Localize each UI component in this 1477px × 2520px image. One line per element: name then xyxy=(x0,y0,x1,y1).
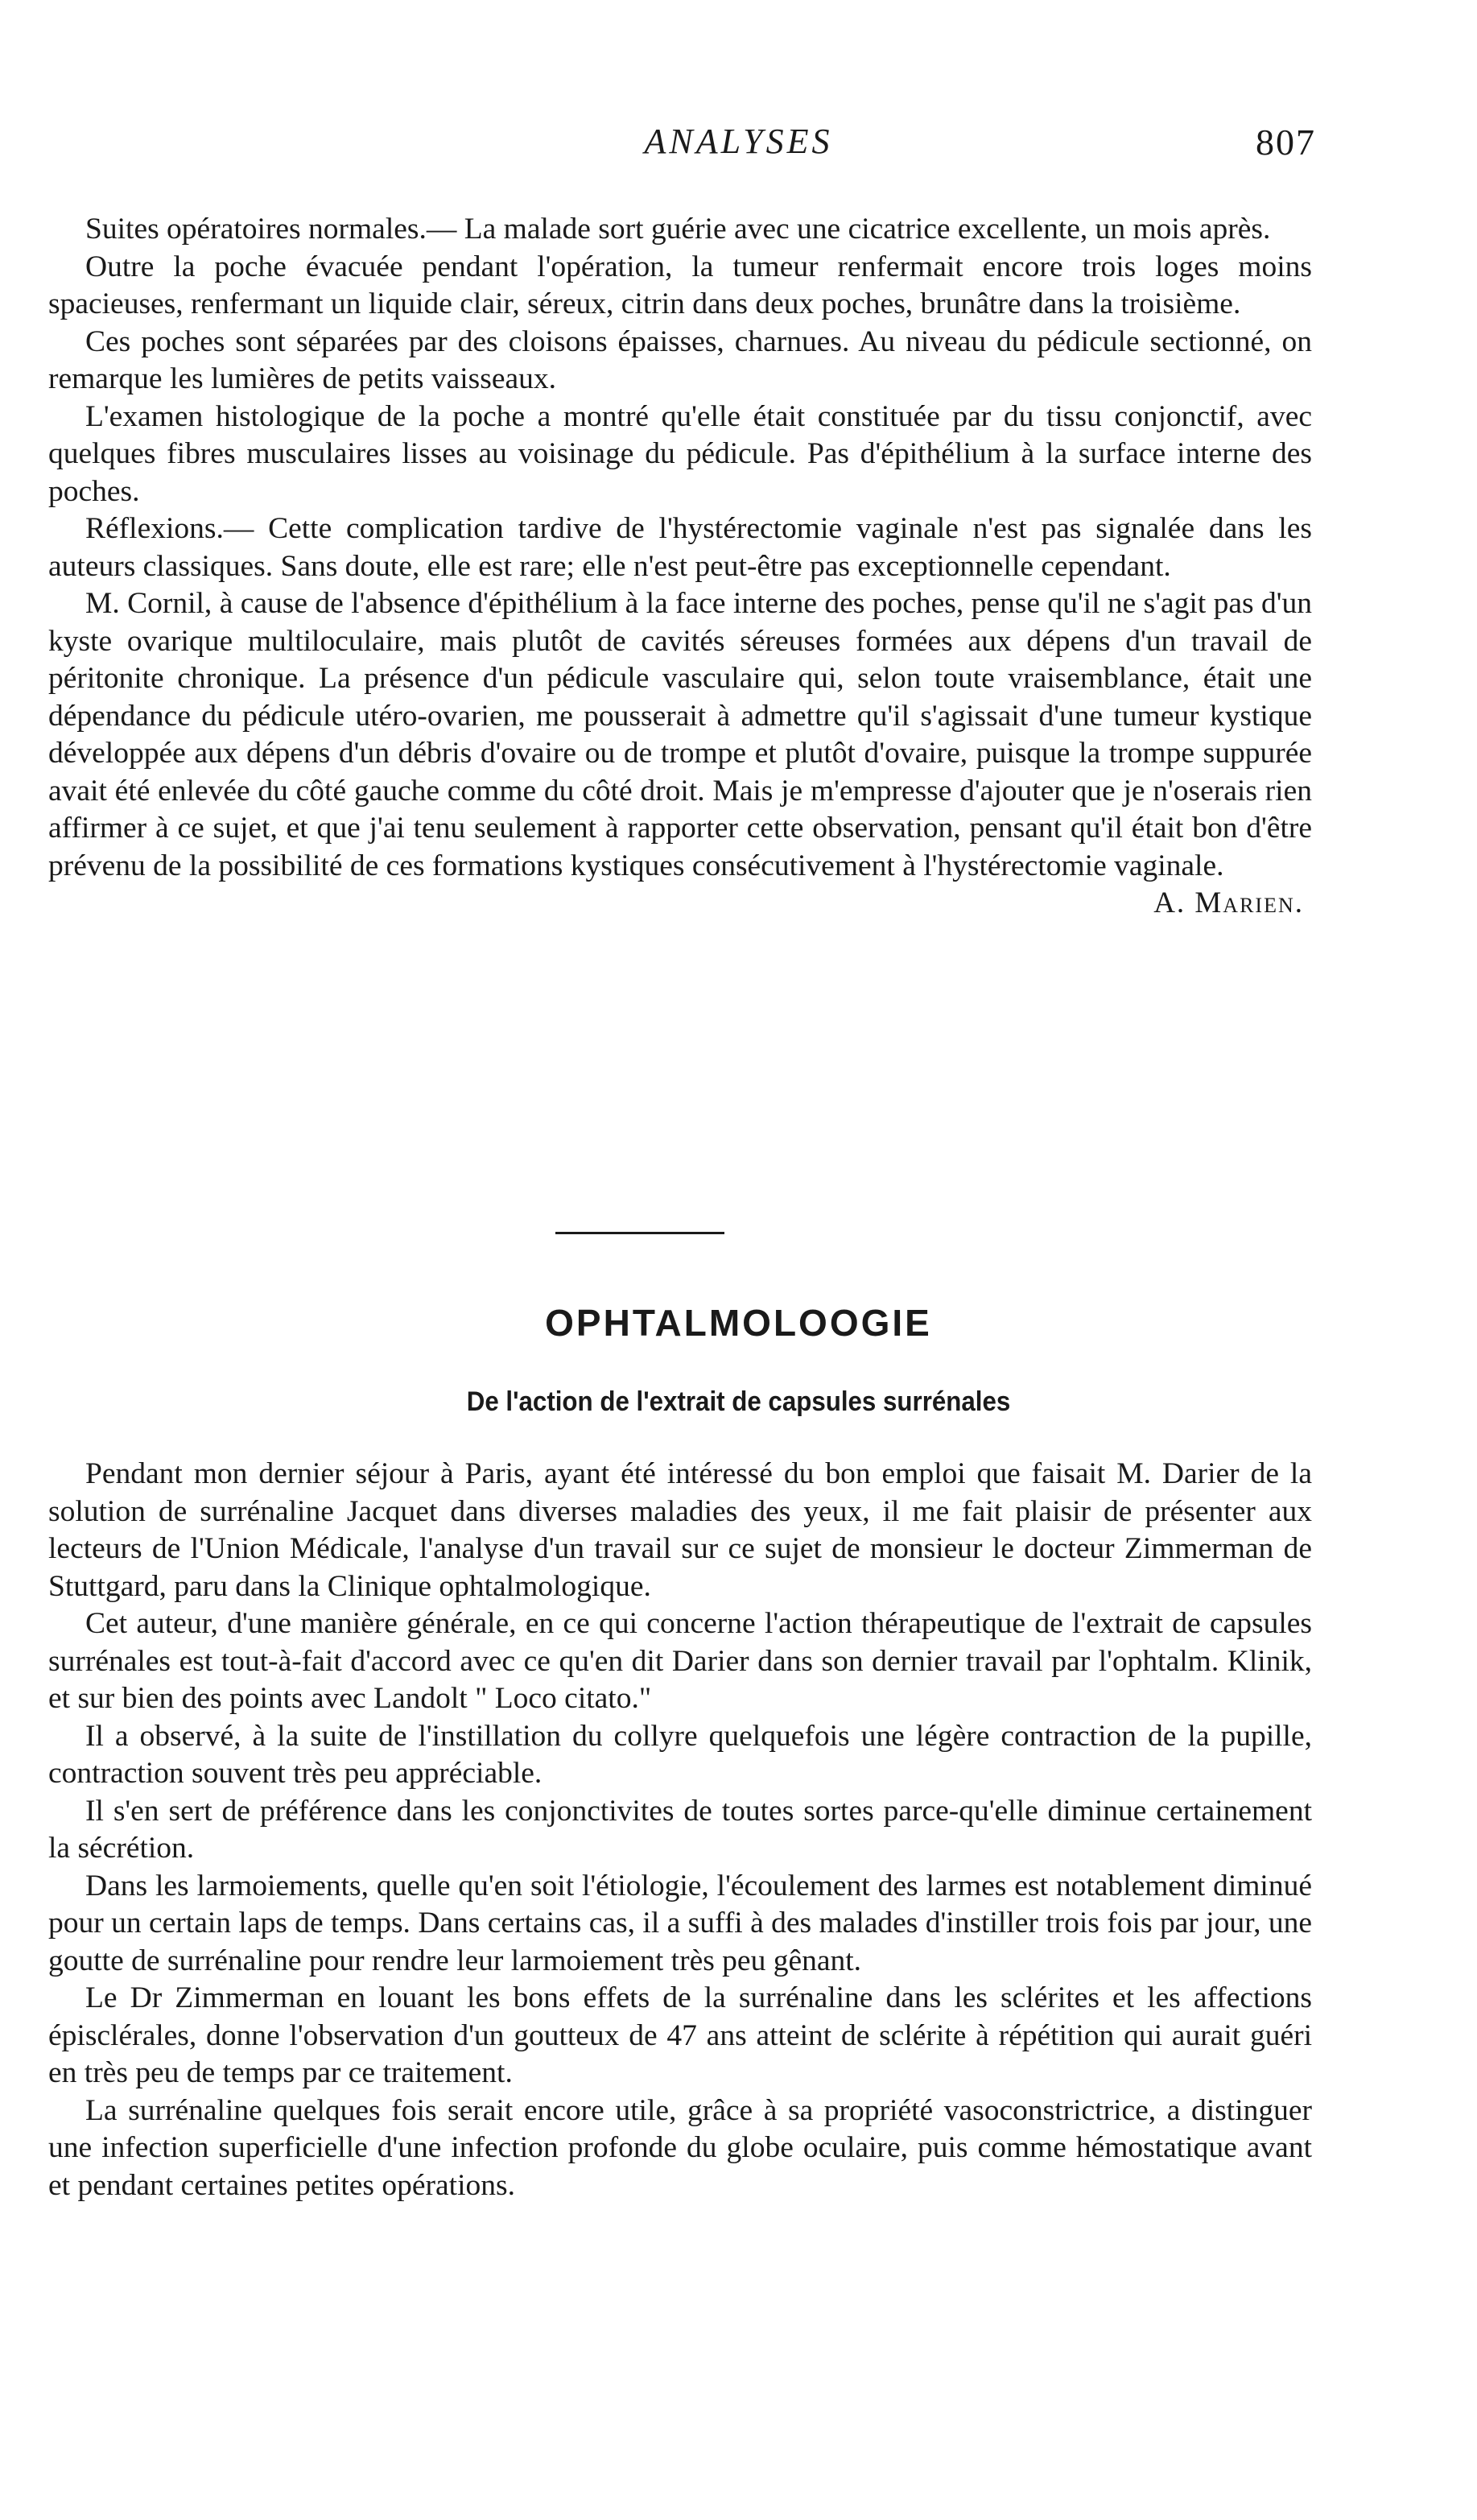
article-body-continued xyxy=(48,211,1312,923)
paragraph: Pendant mon dernier séjour à Paris, ayant été intéressé du bon emploi que faisait M. Darier de la solution de surrénaline Jacquet dans diverses maladies des yeux, il me fait plaisir de présenter aux lecteurs de l'Union Médicale, l'analyse d'un travail sur ce sujet de monsieur le docteur Zimmerman de Stuttgard, paru dans la Clinique ophtalmologique. xyxy=(48,1457,1312,1603)
paragraph: M. Cornil, à cause de l'absence d'épithélium à la face interne des poches, pense qu'il ne s'agit pas d'un kyste ovarique multiloculaire, mais plutôt de cavités séreuses formées aux dépens d'un travail de péritonite chronique. La présence d'un pédicule vasculaire qui, selon toute vraisemblance, était une dépendance du pédicule utéro-ovarien, me pousserait à admettre qu'il s'agissait d'une tumeur kystique développée aux dépens d'un débris d'ovaire ou de trompe et plutôt d'ovaire, puisque la trompe suppurée avait été enlevée du côté gauche comme du côté droit. Mais je m'empresse d'ajouter que je n'oserais rien affirmer à ce sujet, et que j'ai tenu seulement à rapporter cette observation, pensant qu'il était bon d'être prévenu de la possibilité de ces formations kystiques consécutivement à l'hystérectomie vaginale. xyxy=(48,587,1312,882)
page-number: 807 xyxy=(1256,122,1316,163)
paragraph: Dans les larmoiements, quelle qu'en soit l'étiologie, l'écoulement des larmes est notablement diminué pour un certain laps de temps. Dans certains cas, il a suffi à des malades d'instiller trois fois par jour, une goutte de surrénaline pour rendre leur larmoiement très peu gênant. xyxy=(48,1869,1312,1977)
paragraph: Cet auteur, d'une manière générale, en ce qui concerne l'action thérapeutique de l'extrait de capsules surrénales est tout-à-fait d'accord avec ce qu'en dit Darier dans son dernier travail par l'ophtalm. Klinik, et sur bien des points avec Landolt " Loco citato." xyxy=(48,1607,1312,1715)
section-heading: OPHTALMOLOOGIE xyxy=(545,1302,932,1344)
running-title: ANALYSES xyxy=(644,122,833,161)
paragraph: Suites opératoires normales.— La malade sort guérie avec une cicatrice excellente, un mois après. xyxy=(85,213,1271,246)
running-head xyxy=(0,121,1477,169)
article-body xyxy=(48,1456,1312,2204)
paragraph: Le Dr Zimmerman en louant les bons effets de la surrénaline dans les sclérites et les affections épisclérales, donne l'observation d'un goutteux de 47 ans atteint de sclérite à répétition qui aurait guéri en très peu de temps par ce traitement. xyxy=(48,1981,1312,2089)
paragraph: Outre la poche évacuée pendant l'opération, la tumeur renfermait encore trois loges moins spacieuses, renfermant un liquide clair, séreux, citrin dans deux poches, brunâtre dans la troisième. xyxy=(48,250,1312,320)
paragraph: Réflexions.— Cette complication tardive de l'hystérectomie vaginale n'est pas signalée dans les auteurs classiques. Sans doute, elle est rare; elle n'est peut-être pas exceptionnelle cependant. xyxy=(48,512,1312,583)
paragraph: Il a observé, à la suite de l'instillation du collyre quelquefois une légère contraction de la pupille, contraction souvent très peu appréciable. xyxy=(48,1719,1312,1790)
paragraph: Il s'en sert de préférence dans les conjonctivites de toutes sortes parce-qu'elle diminue certainement la sécrétion. xyxy=(48,1794,1312,1865)
article-title: De l'action de l'extrait de capsules surrénales xyxy=(466,1386,1011,1417)
paragraph: L'examen histologique de la poche a montré qu'elle était constituée par du tissu conjonctif, avec quelques fibres musculaires lisses au voisinage du pédicule. Pas d'épithélium à la surface interne des poches. xyxy=(48,399,1312,508)
paragraph: La surrénaline quelques fois serait encore utile, grâce à sa propriété vasoconstrictrice, a distinguer une infection superficielle d'une infection profonde du globe oculaire, puis comme hémostatique avant et pendant certaines petites opérations. xyxy=(48,2093,1312,2202)
section-divider xyxy=(555,1232,724,1234)
author-signature: A. Marien. xyxy=(1153,886,1304,919)
paragraph: Ces poches sont séparées par des cloisons épaisses, charnues. Au niveau du pédicule sectionné, on remarque les lumières de petits vaisseaux. xyxy=(48,324,1312,395)
